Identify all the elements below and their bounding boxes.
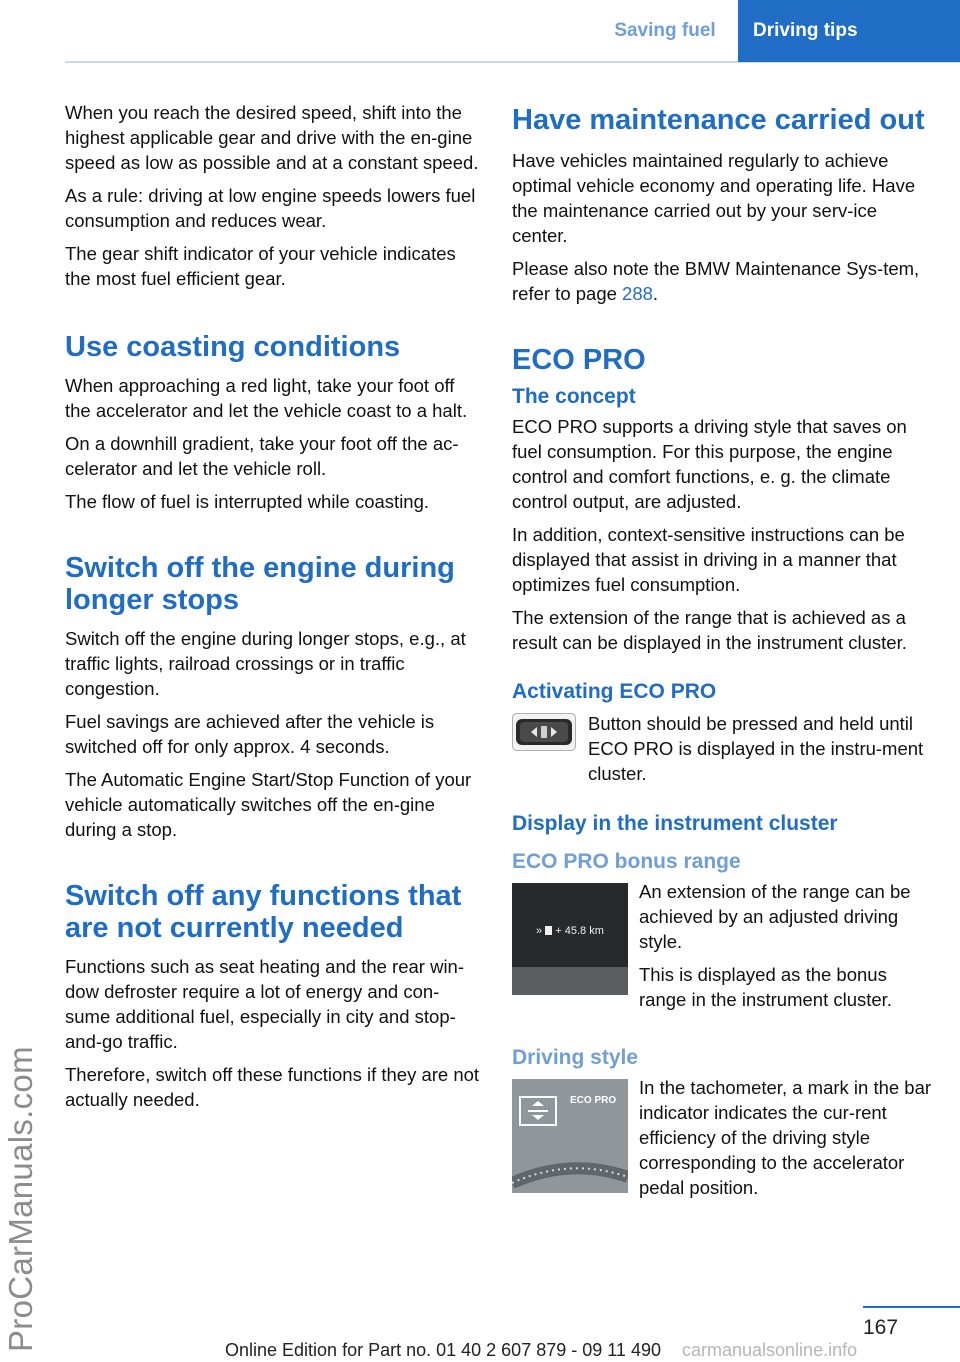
paragraph: In addition, context-sensitive instructions can be displayed that assist in driving in a manner that optimizes fuel consumption. bbox=[512, 524, 905, 595]
heading-eco-pro: ECO PRO bbox=[512, 344, 646, 376]
left-column bbox=[65, 100, 483, 1120]
heading-longer-stops: Switch off the engine during longer stops bbox=[65, 552, 455, 616]
heading-functions: Switch off any functions that are not currently needed bbox=[65, 880, 462, 944]
paragraph: ECO PRO supports a driving style that saves on fuel consumption. For this purpose, the engine control and comfort functions, e. g. the climate control output, are adjusted. bbox=[512, 416, 907, 512]
page-link[interactable]: 288 bbox=[622, 283, 653, 304]
edition-watermark: carmanualsonline.info bbox=[682, 1340, 858, 1360]
paragraph: The Automatic Engine Start/Stop Function of your vehicle automatically switches off the en-gine during a stop. bbox=[65, 769, 472, 840]
activating-block bbox=[512, 711, 932, 784]
paragraph bbox=[512, 256, 932, 306]
heading-display: Display in the instrument cluster bbox=[512, 812, 838, 835]
paragraph: Button should be pressed and held until ECO PRO is displayed in the instru-ment cluster. bbox=[588, 713, 924, 784]
heading-coasting: Use coasting conditions bbox=[65, 331, 401, 363]
paragraph: Have vehicles maintained regularly to achieve optimal vehicle economy and operating life. Have the maintenance carried out by your serv-ice center. bbox=[512, 150, 916, 246]
tachometer-image bbox=[512, 1079, 628, 1193]
paragraph: Functions such as seat heating and the rear win-dow defroster require a lot of energy and con-sume additional fuel, especially in city and stop-and-go traffic. bbox=[65, 956, 465, 1052]
paragraph: Therefore, switch off these functions if they are not actually needed. bbox=[65, 1064, 480, 1110]
bonus-range-display-image bbox=[512, 883, 628, 995]
eco-pro-button-icon bbox=[512, 713, 576, 751]
fuel-pump-icon bbox=[545, 926, 552, 935]
heading-concept: The concept bbox=[512, 385, 636, 408]
chevron-right-icon: » bbox=[536, 925, 543, 937]
text: Please also note the BMW Maintenance Sys-tem, refer to page bbox=[512, 258, 920, 304]
header-chapter: Driving tips bbox=[738, 0, 960, 62]
eco-pro-label: ECO PRO bbox=[570, 1095, 617, 1106]
heading-maintenance: Have maintenance carried out bbox=[512, 104, 925, 136]
paragraph: As a rule: driving at low engine speeds lowers fuel consumption and reduces wear. bbox=[65, 185, 476, 231]
paragraph: This is displayed as the bonus range in the instrument cluster. bbox=[639, 964, 892, 1010]
edition-text: Online Edition for Part no. 01 40 2 607 879 - 09 11 490 bbox=[225, 1340, 661, 1360]
header-section: Saving fuel bbox=[614, 20, 716, 41]
driving-style-block bbox=[512, 1075, 932, 1205]
paragraph: An extension of the range can be achieved by an adjusted driving style. bbox=[639, 881, 911, 952]
paragraph: Fuel savings are achieved after the vehicle is switched off for only approx. 4 seconds. bbox=[65, 711, 435, 757]
heading-driving-style: Driving style bbox=[512, 1046, 639, 1069]
paragraph: When approaching a red light, take your foot off the accelerator and let the vehicle coast to a halt. bbox=[65, 375, 468, 421]
watermark: ProCarManuals.com bbox=[2, 1046, 39, 1352]
footer-rule bbox=[863, 1306, 960, 1308]
paragraph: The flow of fuel is interrupted while coasting. bbox=[65, 491, 430, 512]
paragraph: In the tachometer, a mark in the bar indicator indicates the cur-rent efficiency of the driving style corresponding to the accelerator pedal position. bbox=[639, 1077, 932, 1198]
heading-activating: Activating ECO PRO bbox=[512, 680, 717, 703]
bonus-range-text bbox=[639, 879, 932, 1012]
bonus-range-block bbox=[512, 879, 932, 1045]
paragraph: The extension of the range that is achieved as a result can be displayed in the instrument cluster. bbox=[512, 607, 907, 653]
right-column bbox=[512, 100, 932, 1205]
paragraph: On a downhill gradient, take your foot off the ac-celerator and let the vehicle roll. bbox=[65, 433, 459, 479]
page-number: 167 bbox=[863, 1316, 899, 1339]
bonus-range-value: + 45.8 km bbox=[555, 925, 604, 937]
text: . bbox=[652, 283, 659, 304]
paragraph: Switch off the engine during longer stops, e.g., at traffic lights, railroad crossings or in traffic congestion. bbox=[65, 628, 466, 699]
heading-bonus-range: ECO PRO bonus range bbox=[512, 850, 741, 873]
paragraph: The gear shift indicator of your vehicle indicates the most fuel efficient gear. bbox=[65, 243, 456, 289]
paragraph: When you reach the desired speed, shift into the highest applicable gear and drive with the en-gine speed as low as possible and at a constant speed. bbox=[65, 102, 479, 173]
